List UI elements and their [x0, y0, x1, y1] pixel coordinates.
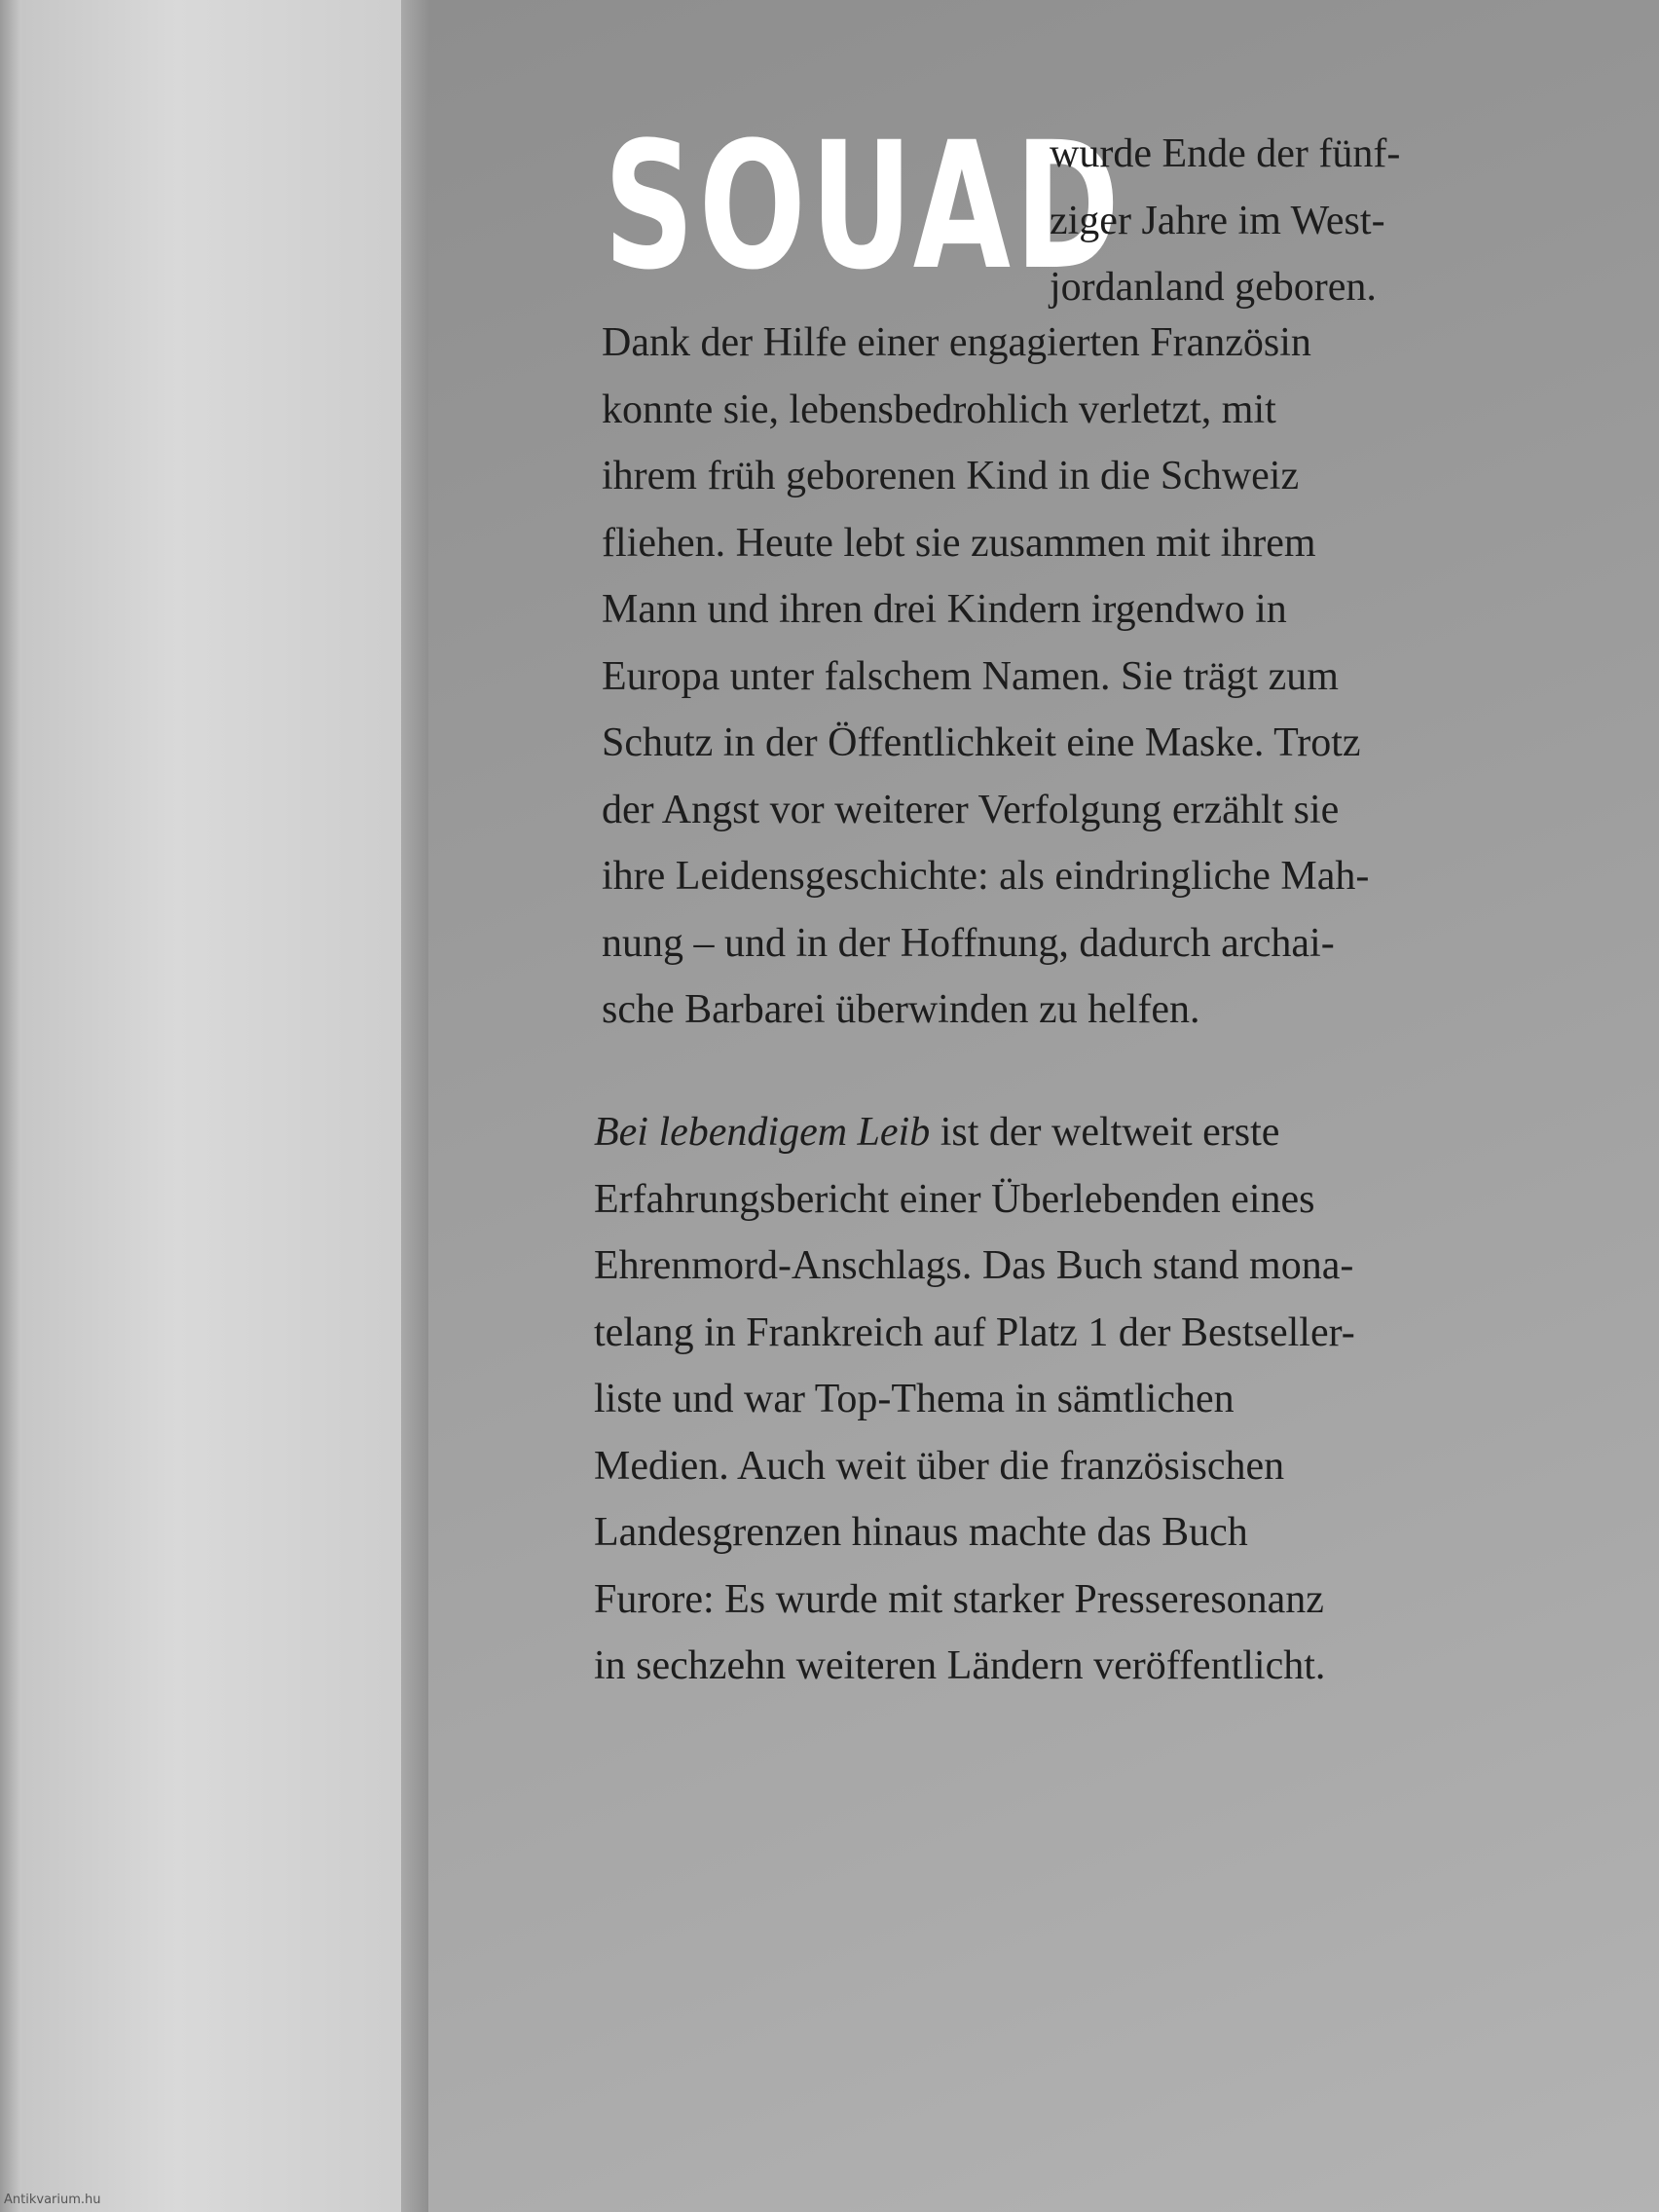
text-line: Landesgrenzen hinaus machte das Buch: [594, 1510, 1248, 1555]
text-line: Mann und ihren drei Kindern irgendwo in: [602, 587, 1287, 632]
intro-side-text: [1050, 121, 1400, 321]
text-line: Dank der Hilfe einer engagierten Französin: [602, 320, 1311, 365]
text-line: Furore: Es wurde mit starker Presseresonanz: [594, 1576, 1324, 1622]
text-line: Medien. Auch weit über die französischen: [594, 1443, 1285, 1489]
author-name-title: SOUAD: [604, 105, 1124, 309]
text-line: sche Barbarei überwinden zu helfen.: [602, 987, 1200, 1032]
text-line: Ehrenmord-Anschlags. Das Buch stand mona-: [594, 1243, 1354, 1288]
text-line: der Angst vor weiterer Verfolgung erzählt sie: [602, 787, 1340, 832]
text-line: liste und war Top-Thema in sämtlichen: [594, 1377, 1235, 1421]
text-line: fliehen. Heute lebt sie zusammen mit ihrem: [602, 520, 1316, 566]
text-line: ihre Leidensgeschichte: als eindringliche Mah-: [602, 854, 1370, 899]
text-line: wurde Ende der fünf-: [1050, 131, 1401, 176]
page-shadow: [0, 0, 21, 2212]
text-line: [594, 1099, 1355, 1166]
intro-paragraph: [602, 310, 1369, 1044]
text-line: in sechzehn weiteren Ländern veröffentlicht.: [594, 1643, 1326, 1688]
text-line: Erfahrungsbericht einer Überlebenden eines: [594, 1176, 1315, 1222]
text-line: ziger Jahre im West-: [1050, 198, 1385, 243]
watermark: Antikvarium.hu: [4, 2193, 101, 2207]
cover-flap: [21, 0, 411, 2212]
text-line: konnte sie, lebensbedrohlich verletzt, mit: [602, 387, 1276, 432]
text-line: jordanland geboren.: [1050, 265, 1377, 310]
text-line: nung – und in der Hoffnung, dadurch archai-: [602, 920, 1335, 966]
text-line: Schutz in der Öffentlichkeit eine Maske. Trotz: [602, 720, 1361, 765]
text-line: Europa unter falschem Namen. Sie trägt zum: [602, 653, 1339, 699]
book-description-paragraph: [594, 1099, 1355, 1700]
text-line: ihrem früh geborenen Kind in die Schweiz: [602, 454, 1300, 498]
book-title: Bei lebendigem Leib: [594, 1110, 931, 1155]
text-line-rest: ist der weltweit erste: [930, 1110, 1280, 1155]
text-line: telang in Frankreich auf Platz 1 der Bestseller-: [594, 1309, 1355, 1355]
